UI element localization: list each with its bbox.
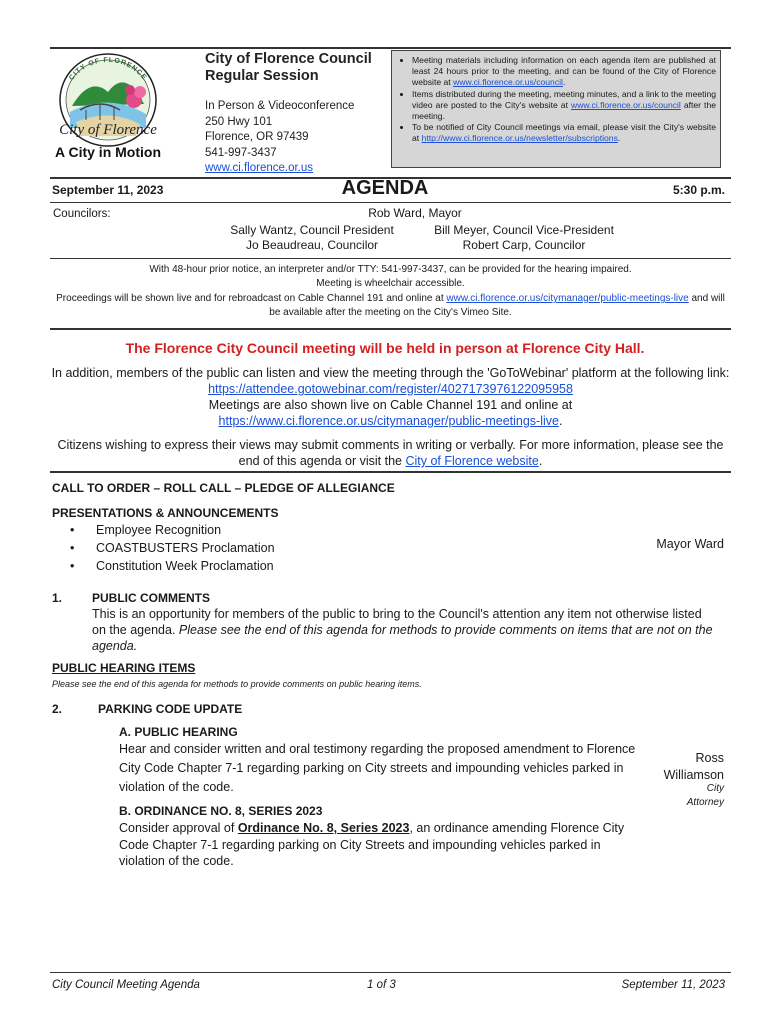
notice-item: • To be notified of City Council meetings via email, please visit the City's website at http://www.ci.florence.or.us/newsletter/subscriptions. <box>412 122 716 144</box>
council-title-line1: City of Florence Council <box>205 51 372 67</box>
in-person-notice: The Florence City Council meeting will be held in person at Florence City Hall. <box>125 340 645 356</box>
gotowebinar-link[interactable]: https://attendee.gotowebinar.com/register/4027173976122095958 <box>208 382 573 396</box>
address-line1: In Person & Videoconference <box>205 100 355 112</box>
item-number: 1. <box>52 591 63 605</box>
council-title-line2: Regular Session <box>205 68 319 84</box>
councilors-label: Councilors: <box>53 208 111 220</box>
footer-title: City Council Meeting Agenda <box>52 979 200 991</box>
councilors-left <box>222 223 402 253</box>
public-hearing-note: Please see the end of this agenda for methods to provide comments on public hearing items. <box>52 679 422 689</box>
ordinance-subheading: B. ORDINANCE NO. 8, SERIES 2023 <box>119 804 323 818</box>
councilor: Robert Carp, Councilor <box>462 238 586 252</box>
councilors-right <box>424 223 624 253</box>
meeting-notice-box <box>391 50 721 168</box>
notice-item: • Items distributed during the meeting, meeting minutes, and a link to the meeting video are posted to the City's website at www.ci.florence.or.us/council after the meeting. <box>412 89 716 123</box>
presenter-role: City Attorney <box>686 783 724 808</box>
logo-script-text: City of Florence <box>59 122 157 138</box>
address-block <box>205 99 354 177</box>
parking-code-heading: PARKING CODE UPDATE <box>98 702 243 716</box>
public-hearing-subheading: A. PUBLIC HEARING <box>119 725 238 739</box>
call-to-order-heading: CALL TO ORDER – ROLL CALL – PLEDGE OF ALLEGIANCE <box>52 481 395 495</box>
agenda-title: AGENDA <box>341 177 429 199</box>
ordinance-body: Consider approval of Ordinance No. 8, Series 2023, an ordinance amending Florence City Code Chapter 7-1 regarding parking on City Streets and impounding vehicles parked in violation of the code. <box>119 821 625 868</box>
meetings-live-link[interactable]: www.ci.florence.or.us/citymanager/public-meetings-live <box>446 293 689 304</box>
public-hearing-heading: PUBLIC HEARING ITEMS <box>52 661 196 675</box>
date-rule <box>50 202 731 203</box>
phone-number: 541-997-3437 <box>205 146 277 159</box>
page-number: 1 of 3 <box>367 979 396 991</box>
public-hearing-body: Hear and consider written and oral testimony regarding the proposed amendment to Florence City Code Chapter 7-1 regarding parking on City streets and impounding vehicles parked in violation of the code. <box>119 742 636 794</box>
city-tagline: A City in Motion <box>54 144 162 160</box>
council-rule <box>50 258 731 259</box>
notice-item: • Meeting materials including information on each agenda item are published at least 24 hours prior to the meeting, and can be found of the City of Florence website at www.ci.florence.or.us/council. <box>412 55 716 89</box>
council-link[interactable]: www.ci.florence.or.us/council <box>570 99 681 110</box>
public-meetings-live-link[interactable]: https://www.ci.florence.or.us/citymanager/public-meetings-live <box>218 414 559 428</box>
accessibility-notice: With 48-hour prior notice, an interpreter and/or TTY: 541-997-3437, can be provided for the hearing impaired. Meeting is wheelchair accessible. <box>149 264 632 289</box>
meeting-time: 5:30 p.m. <box>672 183 725 197</box>
council-title <box>205 51 372 85</box>
presentations-list <box>70 521 275 575</box>
citizens-notice: Citizens wishing to express their views may submit comments in writing or verbally. For more information, please see the end of this agenda or visit the City of Florence website. <box>57 438 724 468</box>
list-item: • Constitution Week Proclamation <box>70 557 275 575</box>
ordinance-link[interactable]: Ordinance No. 8, Series 2023 <box>237 821 410 835</box>
council-link[interactable]: www.ci.florence.or.us/council <box>453 77 563 88</box>
presentations-heading: PRESENTATIONS & ANNOUNCEMENTS <box>52 506 279 520</box>
public-comments-body: This is an opportunity for members of the public to bring to the Council's attention any item not otherwise listed on the agenda. Please see the end of this agenda for methods to provide comments on items that are not on the agenda. <box>92 607 713 653</box>
broadcast-notice: Proceedings will be shown live and for rebroadcast on Cable Channel 191 and online at www.ci.florence.or.us/citymanager/public-meetings-live and will be available after the meeting on the City's Vimeo Site. <box>56 293 725 318</box>
website-link[interactable]: www.ci.florence.or.us <box>205 162 314 174</box>
footer-rule <box>50 972 731 973</box>
footer-date: September 11, 2023 <box>621 979 725 991</box>
public-comments-heading: PUBLIC COMMENTS <box>92 591 210 605</box>
mayor-name: Rob Ward, Mayor <box>368 206 462 220</box>
councilor: Sally Wantz, Council President <box>230 223 394 237</box>
webinar-notice: In addition, members of the public can listen and view the meeting through the 'GoToWebinar' platform at the following link: https://attendee.gotowebinar.com/register/4027173976122095958 Meetings are also shown live on Cable Channel 191 and online at https://www.ci.florence.or.us/citymanager/public-meetings-live. <box>51 366 730 428</box>
item-number: 2. <box>52 702 63 716</box>
city-website-link[interactable]: City of Florence website <box>405 454 539 468</box>
list-item: • COASTBUSTERS Proclamation <box>70 539 275 557</box>
presenter-name: Ross Williamson <box>663 751 724 782</box>
address-line2: 250 Hwy 101 <box>205 115 273 128</box>
presentations-presenter: Mayor Ward <box>656 537 724 551</box>
notice-rule <box>50 328 731 330</box>
subscriptions-link[interactable]: http://www.ci.florence.or.us/newsletter/subscriptions <box>421 133 618 144</box>
list-item: • Employee Recognition <box>70 521 275 539</box>
councilor: Bill Meyer, Council Vice-President <box>434 223 614 237</box>
address-line3: Florence, OR 97439 <box>205 131 309 143</box>
agenda-start-rule <box>50 471 731 473</box>
councilor: Jo Beaudreau, Councilor <box>245 238 379 252</box>
logo-arc-text: CITY OF FLORENCE <box>68 56 148 82</box>
meeting-date: September 11, 2023 <box>52 183 164 197</box>
